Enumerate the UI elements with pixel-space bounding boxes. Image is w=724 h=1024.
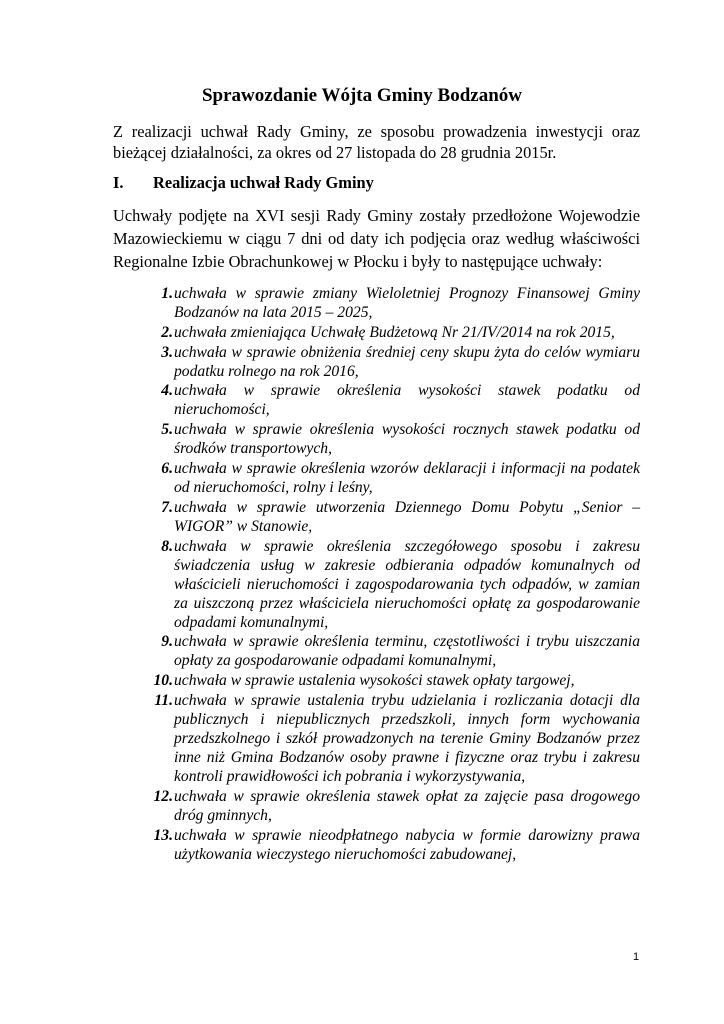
list-item-text: uchwała w sprawie nieodpłatnego nabycia w formie darowizny prawa użytkowania wieczystego nieruchomości zabudowanej, <box>174 826 640 863</box>
list-item-text: uchwała w sprawie określenia stawek opłat za zajęcie pasa drogowego dróg gminnych, <box>174 787 640 824</box>
document-title: Sprawozdanie Wójta Gminy Bodzanów <box>201 85 523 106</box>
list-item-number: 4. <box>161 382 173 400</box>
list-item-text: uchwała w sprawie ustalenia trybu udzielania i rozliczania dotacji dla publicznych i niepublicznych przedszkoli, innych form wychowania przedszkolnego i szkół prowadzonych na terenie Gminy Bodzanów przez inne niż Gmina Bodzanów osoby prawne i fizyczne oraz trybu i zakresu kontroli prawidłowości ich pobrania i wykorzystywania, <box>174 691 640 785</box>
page-number: 1 <box>632 951 640 963</box>
list-item <box>142 671 640 690</box>
list-item-text: uchwała w sprawie zmiany Wieloletniej Prognozy Finansowej Gminy Bodzanów na lata 2015 – 2025, <box>174 285 640 321</box>
list-item-text: uchwała w sprawie ustalenia wysokości stawek opłaty targowej, <box>174 672 575 690</box>
section-title: Realizacja uchwał Rady Gminy <box>153 173 374 192</box>
intro-paragraph: Z realizacji uchwał Rady Gminy, ze sposobu prowadzenia inwestycji oraz bieżącej działalności, za okres od 27 listopada do 28 grudnia 2015r. <box>113 122 640 162</box>
list-item <box>142 284 640 322</box>
list-item <box>142 632 640 670</box>
list-item <box>142 420 640 458</box>
list-item-text: uchwała w sprawie określenia terminu, częstotliwości i trybu uiszczania opłaty za gospodarowanie odpadami komunalnymi, <box>174 633 640 670</box>
body-paragraph: Uchwały podjęte na XVI sesji Rady Gminy zostały przedłożone Wojewodzie Mazowieckiemu w ciągu 7 dni od daty ich podjęcia oraz według właściwości Regionalne Izbie Obrachunkowej w Płocku i były to następujące uchwały: <box>113 206 640 271</box>
list-item-number: 9. <box>161 633 173 651</box>
section-number: I. <box>113 173 124 192</box>
list-item <box>142 343 640 381</box>
list-item <box>142 537 640 632</box>
list-item <box>142 381 640 419</box>
list-item <box>142 323 640 342</box>
resolutions-list <box>142 284 640 864</box>
list-item-text: uchwała zmieniająca Uchwałę Budżetową Nr 21/IV/2014 na rok 2015, <box>174 323 615 341</box>
list-item-number: 3. <box>161 343 173 361</box>
list-item-text: uchwała w sprawie określenia wzorów deklaracji i informacji na podatek od nieruchomości, rolny i leśny, <box>174 459 640 496</box>
list-item-number: 1. <box>161 285 173 302</box>
list-item-text: uchwała w sprawie obniżenia średniej ceny skupu żyta do celów wymiaru podatku rolnego na rok 2016, <box>174 343 640 380</box>
list-item-number: 12. <box>153 787 173 805</box>
list-item-number: 8. <box>161 537 173 555</box>
list-item-number: 11. <box>154 691 173 709</box>
list-item-text: uchwała w sprawie określenia wysokości rocznych stawek podatku od środków transportowych, <box>174 421 640 458</box>
list-item <box>142 691 640 786</box>
list-item-number: 7. <box>161 498 173 516</box>
list-item <box>142 498 640 536</box>
list-item-text: uchwała w sprawie określenia wysokości stawek podatku od nieruchomości, <box>174 382 640 419</box>
list-item <box>142 826 640 864</box>
list-item-number: 6. <box>161 459 173 477</box>
list-item-number: 5. <box>161 421 173 439</box>
list-item <box>142 787 640 825</box>
section-heading <box>113 172 640 194</box>
list-item-number: 13. <box>153 826 173 844</box>
list-item-number: 10. <box>153 672 173 690</box>
list-item-text: uchwała w sprawie określenia szczegółowego sposobu i zakresu świadczenia usług w zakresie odbierania odpadów komunalnych od właścicieli nieruchomości i zagospodarowania tych odpadów, w zamian za uiszczoną przez właściciela nieruchomości opłatę za gospodarowanie odpadami komunalnymi, <box>174 537 640 631</box>
list-item <box>142 459 640 497</box>
list-item-number: 2. <box>161 323 173 341</box>
list-item-text: uchwała w sprawie utworzenia Dziennego Domu Pobytu „Senior – WIGOR” w Stanowie, <box>174 498 640 535</box>
